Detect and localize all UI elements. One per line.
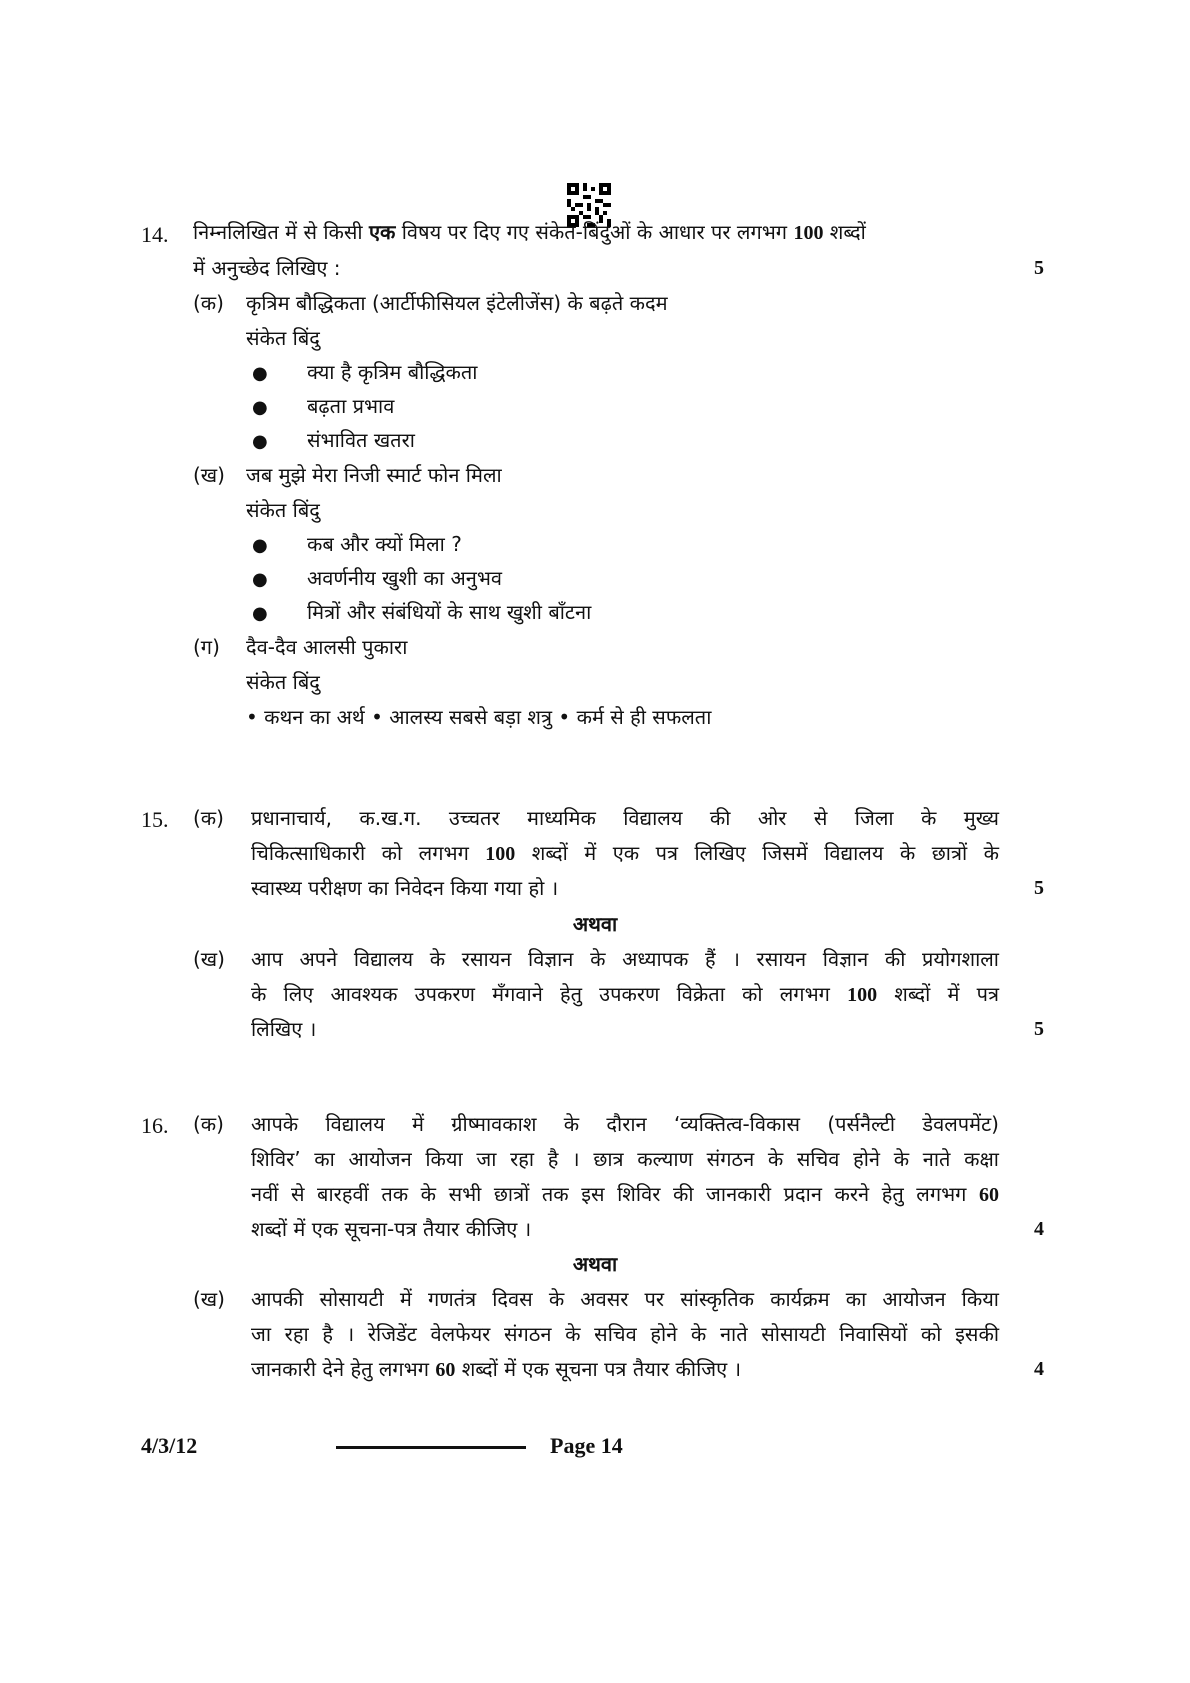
option-text: प्रधानाचार्य, क.ख.ग. उच्चतर माध्यमिक विद्यालय की ओर से जिला के मुख्य: [251, 806, 999, 830]
option-text: लिखिए ।: [251, 1017, 317, 1041]
hint-point: अवर्णनीय खुशी का अनुभव: [307, 566, 503, 590]
bullet-icon: ●: [252, 535, 268, 556]
or-divider: अथवा: [572, 1252, 618, 1276]
marks: 5: [1034, 257, 1044, 279]
hint-label: संकेत बिंदु: [246, 670, 320, 694]
prompt-emphasis: एक: [368, 220, 396, 244]
question-number: 14.: [141, 222, 169, 247]
option-text: [251, 835, 999, 872]
hint-point: मित्रों और संबंधियों के साथ खुशी बाँटना: [307, 600, 592, 624]
hint-label: संकेत बिंदु: [246, 498, 320, 522]
option-text-part: शब्दों में एक पत्र लिखिए जिसमें विद्यालय के छात्रों के: [515, 841, 999, 865]
option-text-part: जानकारी देने हेतु लगभग: [251, 1357, 436, 1381]
option-label: (ख): [193, 1287, 225, 1311]
option-text-part: शब्दों में एक सूचना पत्र तैयार कीजिए ।: [455, 1357, 742, 1381]
marks: 5: [1034, 1018, 1044, 1040]
option-text: आप अपने विद्यालय के रसायन विज्ञान के अध्यापक हैं । रसायन विज्ञान की प्रयोगशाला: [251, 947, 999, 971]
option-text: [251, 976, 999, 1013]
option-text-part: शब्दों में पत्र: [877, 982, 999, 1006]
option-text: स्वास्थ्य परीक्षण का निवेदन किया गया हो ।: [251, 876, 559, 900]
bullet-icon: ●: [252, 431, 268, 452]
question-number: 15.: [141, 807, 169, 832]
option-text-part: के लिए आवश्यक उपकरण मँगवाने हेतु उपकरण विक्रेता को लगभग: [251, 982, 848, 1006]
hint-point: कब और क्यों मिला ?: [307, 532, 462, 556]
word-count: 100: [847, 984, 878, 1006]
question-number: 16.: [141, 1113, 169, 1138]
option-label: (ग): [193, 635, 220, 659]
option-text: शिविर’ का आयोजन किया जा रहा है । छात्र कल्याण संगठन के सचिव होने के नाते कक्षा: [251, 1147, 999, 1171]
word-count: 60: [435, 1359, 456, 1381]
option-label: (क): [193, 291, 224, 315]
paper-code: 4/3/12: [141, 1433, 198, 1458]
option-text: [251, 1176, 999, 1213]
option-label: (क): [193, 1112, 224, 1136]
option-text: [251, 1351, 741, 1388]
hint-point: संभावित खतरा: [307, 428, 415, 452]
bullet-icon: ●: [252, 363, 268, 384]
option-text-part: नवीं से बारहवीं तक के सभी छात्रों तक इस शिविर की जानकारी प्रदान करने हेतु लगभग: [251, 1182, 979, 1206]
hint-points-inline: • कथन का अर्थ • आलस्य सबसे बड़ा शत्रु • कर्म से ही सफलता: [246, 705, 712, 729]
or-divider: अथवा: [572, 912, 618, 936]
prompt-text: विषय पर दिए गए संकेत-बिंदुओं के आधार पर लगभग: [395, 220, 794, 244]
word-count: 60: [979, 1184, 999, 1206]
option-title: दैव-दैव आलसी पुकारा: [246, 635, 408, 659]
footer-divider: [336, 1446, 526, 1449]
option-title: जब मुझे मेरा निजी स्मार्ट फोन मिला: [246, 463, 502, 487]
question-prompt-cont: में अनुच्छेद लिखिए :: [193, 256, 341, 280]
option-text: आपकी सोसायटी में गणतंत्र दिवस के अवसर पर सांस्कृतिक कार्यक्रम का आयोजन किया: [251, 1287, 999, 1311]
option-text: जा रहा है । रेजिडेंट वेलफेयर संगठन के सचिव होने के नाते सोसायटी निवासियों को इसकी: [251, 1322, 999, 1346]
prompt-text: शब्दों: [823, 220, 866, 244]
option-title: कृत्रिम बौद्धिकता (आर्टीफीसियल इंटेलीजेंस) के बढ़ते कदम: [246, 291, 668, 315]
option-text-part: चिकित्साधिकारी को लगभग: [251, 841, 486, 865]
option-label: (क): [193, 806, 224, 830]
hint-point: बढ़ता प्रभाव: [307, 394, 395, 418]
word-count: 100: [793, 222, 824, 244]
bullet-icon: ●: [252, 569, 268, 590]
page-number: Page 14: [550, 1433, 623, 1458]
hint-point: क्या है कृत्रिम बौद्धिकता: [307, 360, 478, 384]
hint-label: संकेत बिंदु: [246, 326, 320, 350]
option-text: आपके विद्यालय में ग्रीष्मावकाश के दौरान ‘व्यक्तित्व-विकास (पर्सनैल्टी डेवलपमेंट): [251, 1112, 999, 1136]
bullet-icon: ●: [252, 603, 268, 624]
marks: 5: [1034, 877, 1044, 899]
marks: 4: [1034, 1358, 1044, 1380]
question-prompt: [193, 214, 993, 251]
option-label: (ख): [193, 463, 225, 487]
marks: 4: [1034, 1218, 1044, 1240]
option-label: (ख): [193, 947, 225, 971]
word-count: 100: [485, 843, 516, 865]
bullet-icon: ●: [252, 397, 268, 418]
option-text: शब्दों में एक सूचना-पत्र तैयार कीजिए ।: [251, 1217, 532, 1241]
prompt-text: निम्नलिखित में से किसी: [193, 220, 369, 244]
